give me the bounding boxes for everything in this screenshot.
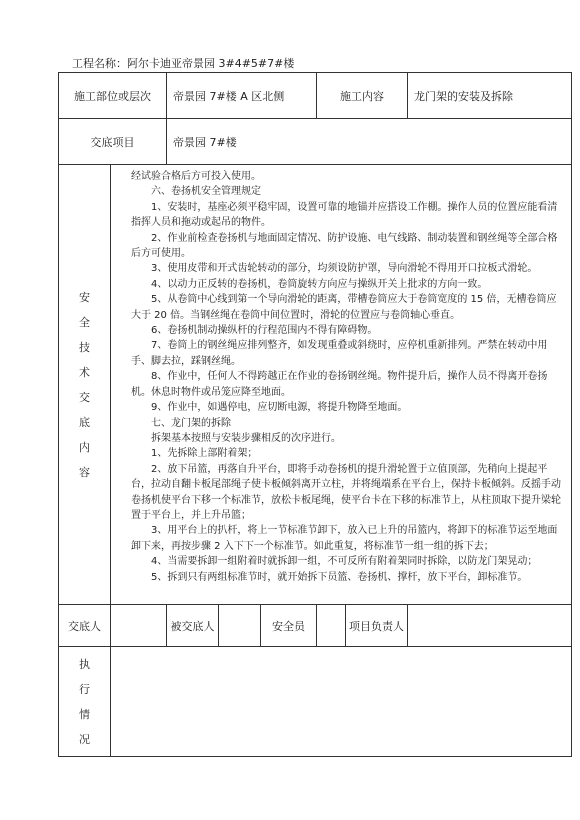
work-content-label-cell: [317, 73, 408, 119]
location-label: 施工部位或层次: [74, 89, 151, 103]
discloser-label: 交底人: [68, 619, 101, 633]
content-paragraph: 2、作业前检查卷扬机与地面固定情况、防护设施、电气线路、制动装置和钢丝绳等全部合格后方可使用。: [131, 232, 558, 260]
safety-officer-signature-cell: [317, 605, 346, 647]
execution-label-char: 执: [79, 657, 90, 671]
item-label: 交底项目: [90, 135, 135, 149]
section-label-char: 技: [79, 340, 90, 354]
location-label-cell: [59, 73, 167, 119]
project-manager-label-cell: [346, 605, 408, 647]
section-label-char: 安: [79, 290, 90, 304]
section-label-char: 全: [79, 315, 90, 329]
work-content-value-cell: [408, 73, 572, 119]
execution-label-char: 况: [79, 732, 90, 746]
work-content-value: 龙门架的安装及拆除: [414, 89, 514, 103]
discloser-signature-cell: [111, 605, 167, 647]
item-value: 帝景园 7#楼: [173, 135, 237, 149]
content-paragraph: 5、从卷筒中心线到第一个导向滑轮的距离，带槽卷筒应大于卷筒宽度的 15 倍，无槽卷筒应大于 20 倍。当钢丝绳在卷筒中间位置时，滑轮的位置应与卷筒轴心垂直。: [131, 294, 557, 321]
safety-officer-label: 安全员: [272, 619, 305, 633]
item-label-cell: [59, 119, 167, 165]
execution-content-cell: [111, 647, 572, 757]
content-paragraph: 5、拆到只有两组标准节时，就开始拆下员篮、卷扬机、撑杆，放下平台，卸标准节。: [151, 571, 528, 583]
receiver-signature-cell: [219, 605, 261, 647]
content-paragraph: 2、放下吊篮，再落自升平台，即将手动卷扬机的提升滑轮置于立值顶部，先稍向上提起平台，拉动自翻卡板尾部绳子使卡板倾斜离开立柱，并将绳端系在平台上，保持卡板倾斜。反摇手动卷扬机使平台下移一个标准节，放松卡板尾绳，使平台卡在下移的标准节上，从柱顶取下提升梁轮置于平台上，并上升吊篮；: [131, 463, 561, 521]
row-safety-content: [59, 165, 572, 605]
project-manager-label: 项目负责人: [349, 619, 405, 633]
content-paragraph: 1、先拆除上部附着架；: [151, 448, 258, 460]
work-content-label: 施工内容: [340, 89, 385, 103]
project-manager-signature-cell: [408, 605, 572, 647]
row-signatures: [59, 605, 572, 647]
content-heading: 七、龙门架的拆除: [151, 417, 231, 429]
project-name-value: 阿尔卡迪亚帝景园 3#4#5#7#楼: [127, 57, 295, 70]
content-paragraph: 8、作业中，任何人不得跨越正在作业的卷扬钢丝绳。物件提升后，操作人员不得离开卷扬机。休息时物件或吊笼应降至地面。: [131, 371, 548, 398]
row-execution: [59, 647, 572, 757]
content-paragraph: 经试验合格后方可投入使用。: [131, 171, 261, 182]
execution-label-char: 行: [79, 682, 90, 696]
section-label-char: 容: [79, 465, 90, 479]
row-location: [59, 73, 572, 119]
content-paragraph: 6、卷扬机制动操纵杆的行程范围内不得有障碍物。: [151, 325, 378, 337]
section-label-cell: [59, 165, 111, 605]
location-value-cell: [167, 73, 317, 119]
location-value: 帝景园 7#楼 A 区北侧: [173, 89, 285, 103]
execution-label-char: 情: [79, 707, 90, 721]
content-paragraph: 4、当需要拆卸一组附着时就拆卸一组，不可反所有附着架同时拆除，以防龙门架晃动；: [151, 556, 538, 568]
content-paragraph: 7、卷筒上的钢丝绳应排列整齐，如发现重叠或斜绕时，应停机重新排列。严禁在转动中用手、脚去拉，踩钢丝绳。: [131, 340, 548, 367]
row-item: [59, 119, 572, 165]
content-paragraph: 3、使用皮带和开式齿轮转动的部分，均须设防护罩，导向滑轮不得用开口拉板式滑轮。: [151, 263, 538, 275]
content-paragraph: 拆架基本按照与安装步骤相反的次序进行。: [151, 432, 341, 444]
content-paragraph: 4、以动力正反转的卷扬机，卷筒旋转方向应与操纵开关上批求的方向一致。: [151, 278, 488, 290]
content-paragraph: 9、作业中，如遇停电，应切断电源，将提升物降至地面。: [151, 402, 408, 414]
safety-officer-label-cell: [261, 605, 317, 647]
receiver-label: 被交底人: [170, 619, 215, 633]
execution-label-cell: [59, 647, 111, 757]
project-name-line: [72, 55, 294, 71]
safety-content-cell: [111, 165, 572, 605]
item-value-cell: [167, 119, 572, 165]
safety-disclosure-table: [58, 72, 572, 757]
section-label-char: 交: [79, 390, 90, 404]
section-label-char: 内: [79, 440, 90, 454]
receiver-label-cell: [167, 605, 219, 647]
project-name-label: 工程名称：: [72, 57, 127, 70]
discloser-label-cell: [59, 605, 111, 647]
section-label-char: 术: [79, 365, 90, 379]
content-paragraph: 1、安装时，基座必须平稳牢固，设置可靠的地锚并应搭设工作棚。操作人员的位置应能看清指挥人员和拖动或起吊的物件。: [131, 201, 558, 229]
section-label-char: 底: [79, 415, 90, 429]
content-heading: 六、卷扬机安全管理规定: [151, 186, 261, 198]
content-paragraph: 3、用平台上的扒杆，将上一节标准节卸下，放入已上升的吊篮内，将卸下的标准节运至地面卸下来，再按步骤 2 入下下一个标准节。如此重复，将标准节一组一组的拆下去；: [131, 525, 558, 552]
